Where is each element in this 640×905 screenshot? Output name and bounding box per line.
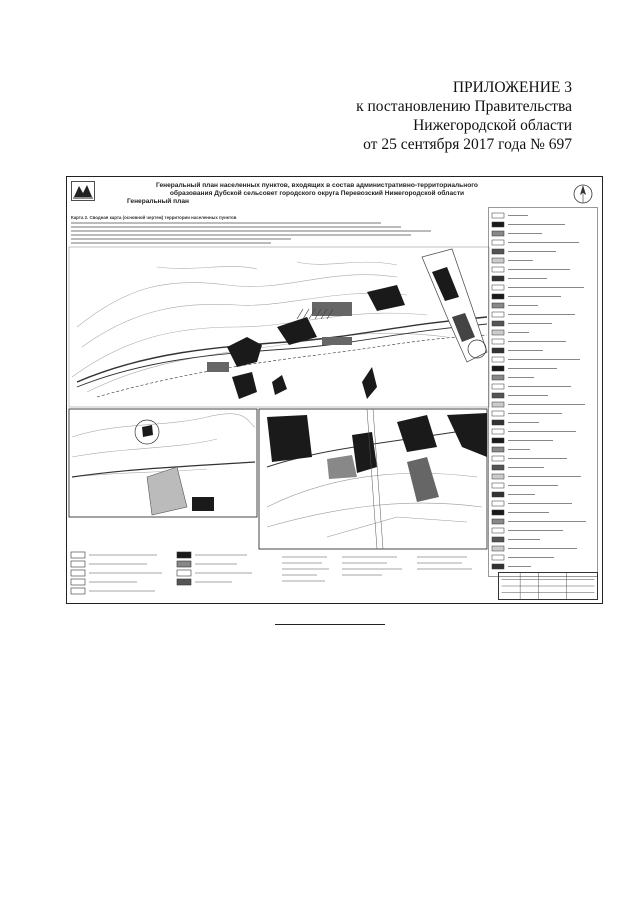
title-block-stamp [498,572,598,600]
appendix-region: Нижегородской области [413,117,572,134]
map-title-line3: Генеральный план [127,198,189,205]
map-title-line1: Генеральный план населенных пунктов, входящих в состав административно-территориального [156,182,478,189]
map-drawing [67,177,497,605]
general-plan-map-sheet [66,176,603,604]
appendix-resolution: к постановлению Правительства [356,98,572,115]
map-legend [488,207,598,577]
north-arrow-icon [572,183,594,205]
appendix-date: от 25 сентября 2017 года № 697 [363,136,572,153]
page-divider-line [275,624,385,625]
appendix-number: ПРИЛОЖЕНИЕ 3 [452,79,572,96]
map-subtitle: Карта 2. Сводная карта (основной чертеж) территории населенных пунктов [71,215,237,220]
map-title-line2: образования Дубской сельсовет городского округа Перевозский Нижегородской области [169,190,465,197]
appendix-header [242,78,572,154]
